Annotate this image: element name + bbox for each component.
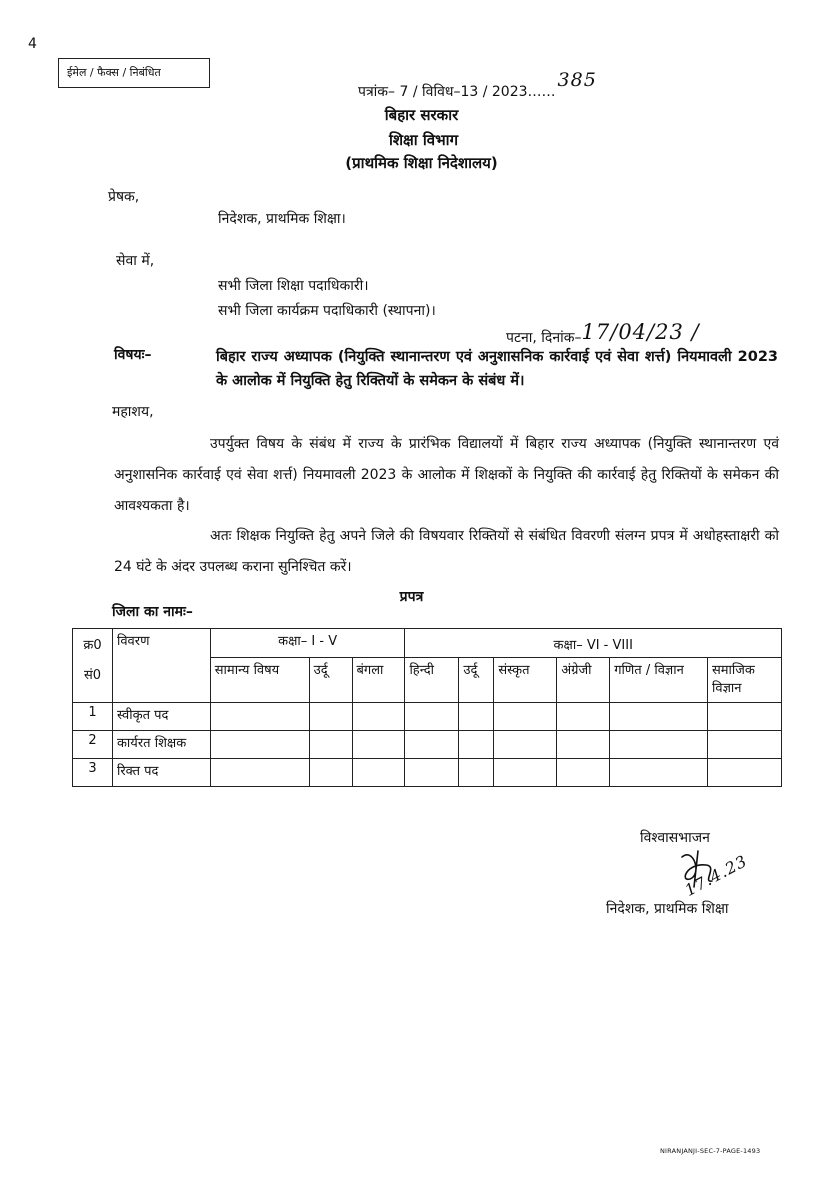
body-paragraph: उपर्युक्त विषय के संबंध में राज्य के प्रारंभिक विद्यालयों में बिहार राज्य अध्यापक (नियुक्ति स्थानान्तरण एवं अनुशासनिक कार्रवाई एवं सेवा शर्त्त) नियमावली 2023 के आलोक में शिक्षकों के नियुक्ति की कार्रवाई हेतु रिक्तियों के समेकन की आवश्यकता है। xyxy=(114,436,779,514)
form-title: प्रपत्र xyxy=(399,589,424,605)
column-header: अंग्रेजी xyxy=(557,658,610,703)
empty-cell xyxy=(557,731,610,759)
description-header: विवरण xyxy=(112,629,210,703)
column-header: उर्दू xyxy=(309,658,352,703)
empty-cell xyxy=(707,703,781,731)
date-handwritten: 17/04/23 / xyxy=(581,320,700,344)
body-paragraph: अतः शिक्षक नियुक्ति हेतु अपने जिले की विषयवार रिक्तियों से संबंधित विवरणी संलग्न प्रपत्र में अधोहस्ताक्षरी को 24 घंटे के अंदर उपलब्ध कराना सुनिश्चित करें। xyxy=(114,528,779,575)
empty-cell xyxy=(405,731,459,759)
letter-number xyxy=(358,69,597,101)
empty-cell xyxy=(494,703,557,731)
district-name-label: जिला का नामः– xyxy=(112,604,193,620)
department-header: शिक्षा विभाग xyxy=(388,131,459,149)
empty-cell xyxy=(557,703,610,731)
column-header: हिन्दी xyxy=(405,658,459,703)
dispatch-mode-box: ईमेल / फैक्स / निबंधित xyxy=(58,58,210,88)
row-description: स्वीकृत पद xyxy=(112,703,210,731)
letter-number-handwritten: 385 xyxy=(557,69,597,91)
empty-cell xyxy=(210,759,309,787)
empty-cell xyxy=(405,703,459,731)
letter-date xyxy=(506,320,700,347)
serial-header-line: सं0 xyxy=(83,668,101,683)
empty-cell xyxy=(352,759,405,787)
footer-code: NIRANJANJI-SEC-7-PAGE-1493 xyxy=(660,1147,761,1155)
row-description: कार्यरत शिक्षक xyxy=(112,731,210,759)
empty-cell xyxy=(352,703,405,731)
empty-cell xyxy=(309,703,352,731)
signature-date: 17.4.23 xyxy=(681,851,751,900)
recipient-line: सभी जिला कार्यक्रम पदाधिकारी (स्थापना)। xyxy=(218,303,436,319)
column-header: संस्कृत xyxy=(494,658,557,703)
signatory: निदेशक, प्राथमिक शिक्षा xyxy=(606,901,729,917)
table-row xyxy=(73,703,782,731)
serial-header-line: क्र0 xyxy=(83,638,102,653)
empty-cell xyxy=(494,759,557,787)
empty-cell xyxy=(459,759,494,787)
empty-cell xyxy=(707,759,781,787)
table-row xyxy=(73,759,782,787)
empty-cell xyxy=(459,703,494,731)
empty-cell xyxy=(610,759,708,787)
subject: बिहार राज्य अध्यापक (नियुक्ति स्थानान्तरण एवं अनुशासनिक कार्रवाई एवं सेवा शर्त्त) नियमावली 2023 के आलोक में नियुक्ति हेतु रिक्तियों के समेकन के संबंध में। xyxy=(216,349,778,389)
row-number: 3 xyxy=(73,759,113,787)
empty-cell xyxy=(405,759,459,787)
empty-cell xyxy=(210,731,309,759)
date-printed: पटना, दिनांक– xyxy=(506,330,582,346)
empty-cell xyxy=(557,759,610,787)
column-header: बंगला xyxy=(352,658,405,703)
empty-cell xyxy=(352,731,405,759)
empty-cell xyxy=(494,731,557,759)
letter-number-printed: पत्रांक– 7 / विविध–13 / 2023…… xyxy=(358,84,556,100)
column-header: उर्दू xyxy=(459,658,494,703)
subject-label: विषयः– xyxy=(114,347,152,363)
salutation: महाशय, xyxy=(112,404,154,420)
table-row xyxy=(73,731,782,759)
recipient-label: सेवा में, xyxy=(116,253,155,269)
column-header: सामान्य विषय xyxy=(210,658,309,703)
empty-cell xyxy=(459,731,494,759)
recipient-line: सभी जिला शिक्षा पदाधिकारी। xyxy=(218,278,369,294)
sender: निदेशक, प्राथमिक शिक्षा। xyxy=(218,211,346,227)
empty-cell xyxy=(210,703,309,731)
empty-cell xyxy=(707,731,781,759)
class-1-5-header: कक्षा– I - V xyxy=(210,629,405,658)
empty-cell xyxy=(610,731,708,759)
empty-cell xyxy=(309,759,352,787)
empty-cell xyxy=(610,703,708,731)
serial-header xyxy=(73,629,113,703)
directorate-header: (प्राथमिक शिक्षा निदेशालय) xyxy=(345,154,498,172)
column-header: गणित / विज्ञान xyxy=(610,658,708,703)
vacancy-table xyxy=(72,628,782,787)
margin-mark: 4 xyxy=(28,36,37,52)
closing: विश्वासभाजन xyxy=(640,830,710,846)
row-description: रिक्त पद xyxy=(112,759,210,787)
sender-label: प्रेषक, xyxy=(108,189,140,205)
row-number: 2 xyxy=(73,731,113,759)
govt-header: बिहार सरकार xyxy=(384,106,459,124)
class-6-8-header: कक्षा– VI - VIII xyxy=(405,629,782,658)
column-header: समाजिक विज्ञान xyxy=(707,658,781,703)
row-number: 1 xyxy=(73,703,113,731)
empty-cell xyxy=(309,731,352,759)
